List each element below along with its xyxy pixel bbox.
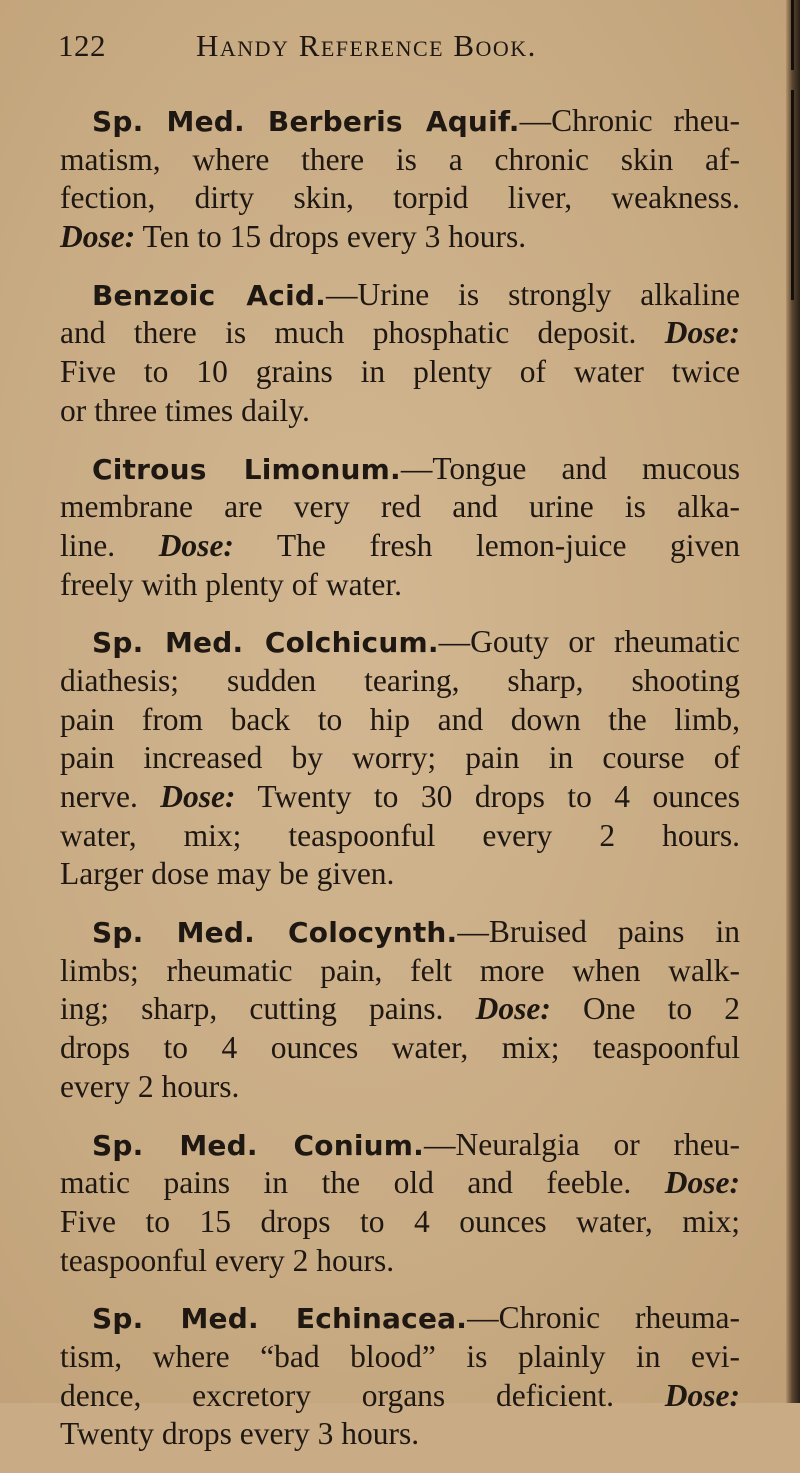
- text-line: Benzoic Acid.—Urine is strongly alkaline: [92, 276, 740, 312]
- dose-label: Dose:: [664, 1377, 740, 1413]
- dose-label: Dose:: [664, 315, 740, 351]
- text-line: tism, where “bad blood” is plainly in evi-: [60, 1338, 740, 1374]
- page-number: 122: [58, 28, 106, 63]
- text-line: Citrous Limonum.—Tongue and mucous: [92, 450, 741, 486]
- remedy-entry: [60, 102, 740, 257]
- running-title: Handy Reference Book.: [196, 28, 537, 63]
- remedy-entry: [60, 623, 740, 894]
- binding-shadow: [791, 0, 794, 70]
- remedy-name: Sp. Med. Echinacea.: [92, 1302, 468, 1336]
- dose-label: Dose:: [160, 779, 236, 814]
- text-line: water, mix; teaspoonful every 2 hours.: [60, 817, 740, 853]
- remedy-name: Sp. Med. Conium.: [92, 1128, 424, 1162]
- text-line: every 2 hours.: [60, 1068, 240, 1104]
- dose-label: Dose:: [664, 1165, 740, 1201]
- text-line: limbs; rheumatic pain, felt more when walk-: [60, 952, 740, 988]
- text-line: fection, dirty skin, torpid liver, weakness.: [60, 180, 740, 216]
- text-line: matism, where there is a chronic skin af-: [60, 141, 740, 177]
- remedy-entry: [60, 276, 740, 431]
- binding-shadow: [791, 90, 794, 300]
- text-line: membrane are very red and urine is alka-: [60, 489, 740, 525]
- book-binding-edge: [786, 0, 800, 1403]
- text-line: pain increased by worry; pain in course of: [60, 740, 740, 776]
- dose-label: Dose:: [158, 527, 234, 563]
- text-line: freely with plenty of water.: [60, 566, 403, 602]
- page-header: [58, 28, 738, 72]
- text-line: Sp. Med. Colchicum.—Gouty or rheumatic: [92, 624, 740, 660]
- remedy-name: Sp. Med. Colocynth.: [92, 916, 458, 950]
- text-line: or three times daily.: [60, 392, 310, 428]
- text-line: Twenty drops every 3 hours.: [60, 1416, 420, 1452]
- remedy-name: Benzoic Acid.: [92, 278, 326, 312]
- text-line: line. Dose: The fresh lemon-juice given: [60, 527, 740, 563]
- text-line: nerve. Dose: Twenty to 30 drops to 4 ounces: [60, 779, 740, 814]
- text-line: drops to 4 ounces water, mix; teaspoonful: [60, 1030, 740, 1066]
- text-line: matic pains in the old and feeble. Dose:: [60, 1165, 740, 1201]
- text-line: Larger dose may be given.: [60, 856, 395, 892]
- text-line: ing; sharp, cutting pains. Dose: One to 2: [60, 991, 740, 1027]
- remedy-entry: [60, 1299, 740, 1454]
- text-line: Sp. Med. Colocynth.—Bruised pains in: [92, 914, 740, 950]
- text-line: Five to 15 drops to 4 ounces water, mix;: [60, 1203, 740, 1239]
- remedy-entry: [60, 1126, 740, 1281]
- remedy-name: Citrous Limonum.: [92, 452, 401, 486]
- text-line: Sp. Med. Conium.—Neuralgia or rheu-: [92, 1126, 740, 1162]
- remedy-name: Sp. Med. Colchicum.: [92, 626, 439, 660]
- text-line: pain from back to hip and down the limb,: [60, 701, 740, 737]
- dose-label: Dose:: [475, 991, 551, 1027]
- dose-label: Dose:: [60, 219, 136, 255]
- remedy-entry: [60, 450, 740, 605]
- page-body: [60, 102, 740, 1473]
- remedy-entry: [60, 913, 740, 1106]
- text-line: and there is much phosphatic deposit. Dose:: [60, 315, 740, 351]
- text-line: dence, excretory organs deficient. Dose:: [60, 1377, 740, 1413]
- remedy-name: Sp. Med. Berberis Aquif.: [92, 105, 520, 138]
- text-line: diathesis; sudden tearing, sharp, shooting: [60, 662, 740, 698]
- text-line: teaspoonful every 2 hours.: [60, 1242, 395, 1278]
- text-line: Sp. Med. Berberis Aquif.—Chronic rheu-: [92, 103, 740, 138]
- text-line: Dose: Ten to 15 drops every 3 hours.: [60, 219, 527, 255]
- text-line: Sp. Med. Echinacea.—Chronic rheuma-: [92, 1300, 740, 1336]
- text-line: Five to 10 grains in plenty of water twice: [60, 354, 740, 390]
